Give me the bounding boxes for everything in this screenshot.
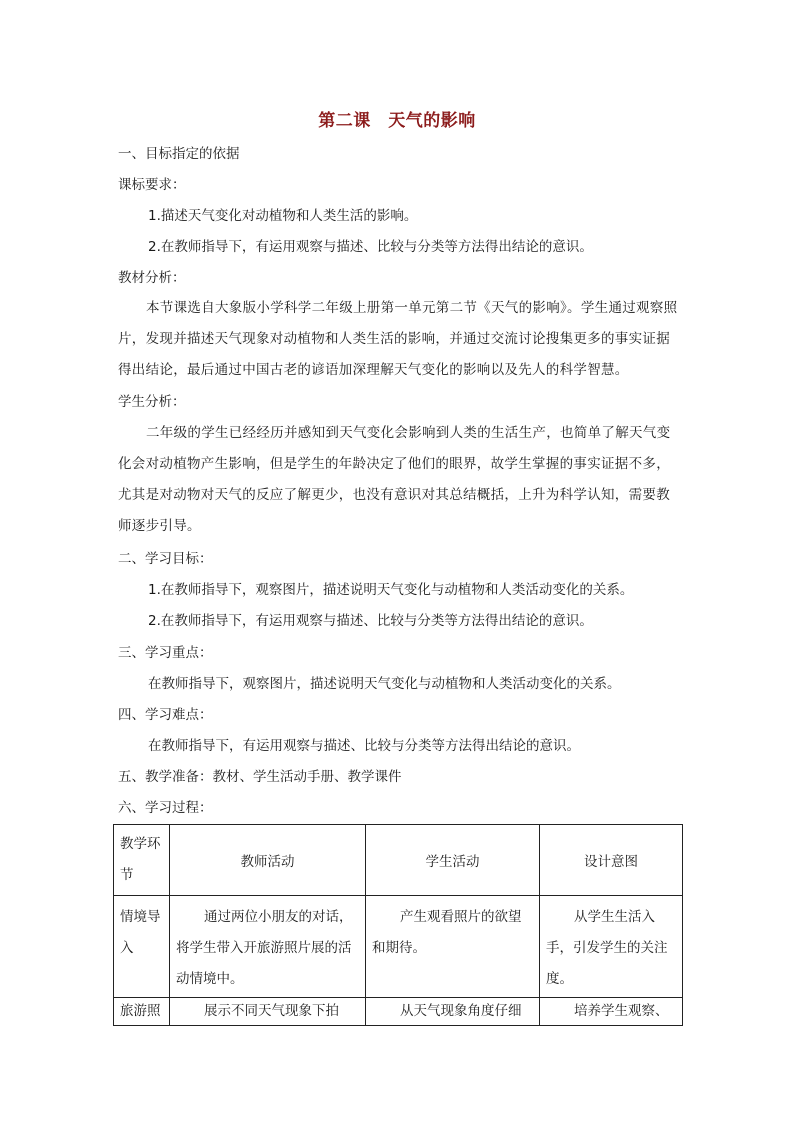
difficulty-text: 在教师指导下，有运用观察与描述、比较与分类等方法得出结论的意识。 [148,738,580,754]
section-4-heading: 四、学习难点： [118,707,213,723]
key-point-text: 在教师指导下，观察图片，描述说明天气变化与动植物和人类活动变化的关系。 [148,676,621,692]
curriculum-item-1: 1.描述天气变化对动植物和人类生活的影响。 [148,208,418,224]
header-stage: 教学环节 [120,836,161,883]
table-row [114,998,683,1026]
section-3-heading: 三、学习重点： [118,645,213,661]
process-table [113,824,683,1026]
student-paragraph: 二年级的学生已经经历并感知到天气变化会影响到人类的生活生产，也简单了解天气变化会对动植物产生影响，但是学生的年龄决定了他们的眼界，故学生掌握的事实证据不多，尤其是对动物对天气的反应了解更少，也没有意识对其总结概括，上升为科学认知，需要教师逐步引导。 [118,425,671,534]
goal-item-1: 1.在教师指导下，观察图片，描述说明天气变化与动植物和人类活动变化的关系。 [148,582,634,598]
textbook-paragraph: 本节课选自大象版小学科学二年级上册第一单元第二节《天气的影响》。学生通过观察照片，发现并描述天气现象对动植物和人类生活的影响，并通过交流讨论搜集更多的事实证据得出结论，最后通过中国古老的谚语加深理解天气变化的影响以及先人的科学智慧。 [118,300,678,378]
section-2-heading: 二、学习目标： [118,551,213,567]
row-1-intent: 从学生生活入手，引发学生的关注度。 [546,909,668,987]
table-header-row [114,825,683,896]
row-1-stage: 情境导入 [120,909,161,956]
textbook-label: 教材分析： [118,270,186,286]
header-student: 学生活动 [425,854,480,870]
row-2-stage: 旅游照 [120,1003,161,1019]
row-2-teacher: 展示不同天气现象下拍 [204,1003,339,1019]
page-title: 第二课 天气的影响 [318,111,476,131]
section-5-heading: 五、教学准备：教材、学生活动手册、教学课件 [118,769,402,785]
row-2-intent: 培养学生观察、 [574,1003,669,1019]
row-1-student: 产生观看照片的欲望和期待。 [372,909,522,956]
goal-item-2: 2.在教师指导下，有运用观察与描述、比较与分类等方法得出结论的意识。 [148,613,593,629]
header-teacher: 教师活动 [240,854,295,870]
curriculum-label: 课标要求： [118,177,186,193]
curriculum-item-2: 2.在教师指导下，有运用观察与描述、比较与分类等方法得出结论的意识。 [148,239,593,255]
header-intent: 设计意图 [584,854,638,870]
section-1-heading: 一、目标指定的依据 [118,146,240,162]
section-6-heading: 六、学习过程： [118,800,213,816]
row-1-teacher: 通过两位小朋友的对话，将学生带入开旅游照片展的活动情境中。 [176,909,353,987]
student-label: 学生分析： [118,394,186,410]
table-row [114,896,683,998]
row-2-student: 从天气现象角度仔细 [400,1003,522,1019]
